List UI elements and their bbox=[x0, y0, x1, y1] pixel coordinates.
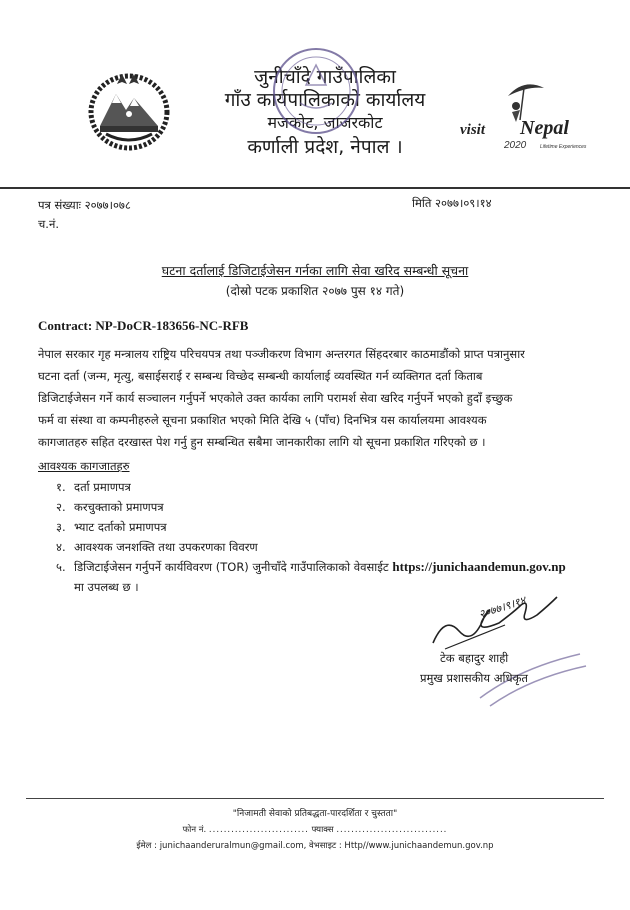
reference-block bbox=[38, 196, 131, 234]
item-number: ४. bbox=[56, 540, 66, 554]
item-continuation: मा उपलब्ध छ । bbox=[74, 580, 139, 594]
logo-year: 2020 bbox=[504, 140, 527, 151]
signatory-designation: प्रमुख प्रशासकीय अधिकृत bbox=[420, 671, 528, 685]
signatory-block bbox=[420, 648, 528, 688]
footer-divider bbox=[26, 798, 604, 799]
item-number: ५. bbox=[56, 560, 66, 574]
header-divider bbox=[0, 187, 630, 189]
notice-body bbox=[38, 343, 584, 453]
signatory-name: टेक बहादुर शाही bbox=[440, 651, 509, 665]
body-line: डिजिटाईजेसन गर्ने कार्य सञ्चालन गर्नुपर्ने भएकोले उक्त कार्यका लागि परामर्श सेवा खरिद गर्नुपर्ने भएको हुदाँ इच्छुक bbox=[38, 391, 513, 405]
notice-subtitle: (दोस्रो पटक प्रकाशित २०७७ पुस १४ गते) bbox=[225, 284, 405, 298]
nepal-emblem-icon bbox=[86, 70, 172, 152]
contract-number: Contract: NP-DoCR-183656-NC-RFB bbox=[38, 318, 249, 333]
dispatch-number: च.नं. bbox=[38, 217, 59, 231]
list-item bbox=[56, 517, 566, 537]
handwritten-signature bbox=[425, 585, 585, 655]
official-stamp-icon bbox=[270, 45, 362, 137]
municipality-name: जुनीचाँदे गाउँपालिका bbox=[254, 66, 396, 88]
phone-label: फोन नं. bbox=[182, 825, 207, 835]
requirements-list bbox=[56, 477, 566, 597]
body-line: घटना दर्ता (जन्म, मृत्यु, बसाईसराई र सम्बन्ध विच्छेद सम्बन्धी कार्यालाई व्यवस्थित गर्न व्यक्तिगत दर्ता किताब bbox=[38, 369, 483, 383]
visit-word: visit bbox=[460, 122, 485, 138]
body-line: नेपाल सरकार गृह मन्त्रालय राष्ट्रिय परिचयपत्र तथा पञ्जीकरण विभाग अन्तरगत सिंहदरबार काठमाडौंको प्राप्त पत्रानुसार bbox=[38, 347, 525, 361]
fax-label: फ्याक्स bbox=[311, 825, 334, 835]
logo-tagline: Lifetime Experiences bbox=[540, 144, 587, 150]
body-line: कागजातहरु सहित दरखास्त पेश गर्नु हुन सम्बन्धित सबैमा जानकारीका लागि यो सूचना प्रकाशित गरिएको छ । bbox=[38, 435, 486, 449]
list-item bbox=[56, 477, 566, 497]
province-country: कर्णाली प्रदेश, नेपाल । bbox=[247, 136, 403, 158]
footer-contact-line: फोन नं. ........................... फ्याक्स .............................. bbox=[182, 825, 448, 835]
item-text: आवश्यक जनशक्ति तथा उपकरणका विवरण bbox=[74, 540, 258, 554]
footer-email-line: ईमेल : junichaanderuralmun@gmail.com, वेभसाइट : Http//www.junichaandemun.gov.np bbox=[136, 841, 494, 851]
item-text: दर्ता प्रमाणपत्र bbox=[74, 480, 131, 494]
item-text: करचुक्ताको प्रमाणपत्र bbox=[74, 500, 164, 514]
item-number: १. bbox=[56, 480, 66, 494]
item-text: डिजिटाईजेसन गर्नुपर्ने कार्यविवरण (TOR) जुनीचाँदे गाउँपालिकाको वेवसाईट bbox=[74, 560, 389, 574]
letter-date: मिति २०७७।०९।१४ bbox=[412, 196, 492, 210]
list-item bbox=[56, 537, 566, 557]
nepal-word: Nepal bbox=[520, 117, 569, 139]
notice-title: घटना दर्तालाई डिजिटाईजेसन गर्नका लागि सेवा खरिद सम्बन्धी सूचना bbox=[161, 263, 469, 278]
office-name: गाँउ कार्यपालिकाको कार्यालय bbox=[224, 89, 426, 111]
handwritten-date: २०७७।९।१४ bbox=[477, 593, 528, 622]
website-link[interactable]: https://junichaandemun.gov.np bbox=[392, 559, 566, 574]
item-text: भ्याट दर्ताको प्रमाणपत्र bbox=[74, 520, 167, 534]
footer bbox=[0, 806, 630, 854]
requirements-heading: आवश्यक कागजातहरु bbox=[38, 459, 130, 473]
body-line: फर्म वा संस्था वा कम्पनीहरुले सूचना प्रकाशित भएको मिति देखि ५ (पाँच) दिनभित्र यस कार्यालयमा आवश्यक bbox=[38, 413, 487, 427]
item-number: २. bbox=[56, 500, 66, 514]
letter-number: पत्र संख्याः २०७७।०७८ bbox=[38, 198, 131, 212]
visit-nepal-logo bbox=[458, 72, 588, 158]
item-number: ३. bbox=[56, 520, 66, 534]
office-address: मजकोट, जाजरकोट bbox=[267, 113, 383, 132]
list-item bbox=[56, 557, 566, 577]
list-item bbox=[56, 497, 566, 517]
footer-motto: "निजामती सेवाको प्रतिबद्धता-पारदर्शिता र चुस्तता" bbox=[232, 809, 398, 819]
